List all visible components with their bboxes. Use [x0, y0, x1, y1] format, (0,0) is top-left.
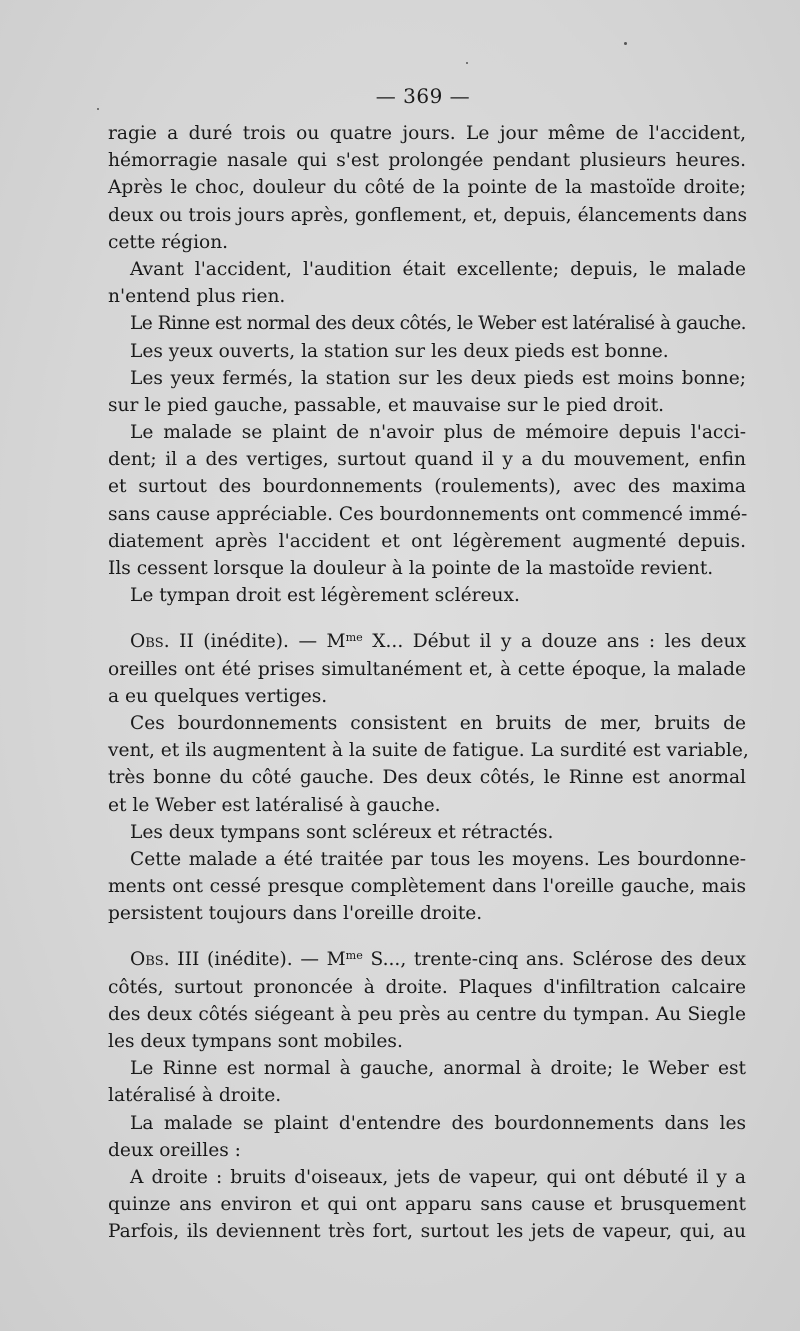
- page-number: — 369 —: [375, 84, 471, 108]
- text-line: Le Rinne est normal des deux côtés, le Weber est latéralisé à gauche.: [130, 313, 746, 335]
- observation-label: Obs. II: [130, 631, 194, 653]
- text-line: Le tympan droit est légèrement scléreux.: [130, 585, 520, 607]
- text-fragment: X... Début il y a douze ans : les deux: [362, 631, 747, 653]
- text-line: ments ont cessé presque complètement dans l'oreille gauche, mais: [108, 876, 746, 898]
- text-line: ragie a duré trois ou quatre jours. Le jour même de l'accident,: [108, 123, 746, 144]
- text-line: La malade se plaint d'entendre des bourdonnements dans les: [130, 1112, 746, 1134]
- text-line: côtés, surtout prononcée à droite. Plaques d'infiltration calcaire: [108, 976, 746, 998]
- text-fragment: S..., trente-cinq ans. Sclérose des deux: [362, 949, 747, 971]
- section-gap: [108, 609, 746, 628]
- text-line: latéralisé à droite.: [108, 1085, 282, 1107]
- observation-heading-line: [108, 628, 746, 655]
- text-line: a eu quelques vertiges.: [108, 685, 328, 707]
- text-line: sur le pied gauche, passable, et mauvaise sur le pied droit.: [108, 394, 665, 416]
- text-line: Les yeux ouverts, la station sur les deux pieds est bonne.: [130, 340, 669, 362]
- text-line: persistent toujours dans l'oreille droite.: [108, 903, 483, 925]
- text-line: très bonne du côté gauche. Des deux côtés, le Rinne est anormal: [108, 767, 746, 789]
- text-line: Ces bourdonnements consistent en bruits de mer, bruits de: [130, 712, 746, 734]
- text-line: n'entend plus rien.: [108, 286, 286, 308]
- text-line: Le Rinne est normal à gauche, anormal à droite; le Weber est: [130, 1058, 746, 1080]
- text-line: sans cause appréciable. Ces bourdonnements ont commencé immé-: [108, 503, 748, 525]
- print-speck: [97, 108, 99, 110]
- text-line: Avant l'accident, l'audition était excellente; depuis, le malade: [130, 258, 746, 280]
- superscript: me: [345, 949, 363, 963]
- observation-heading-line: [108, 946, 746, 973]
- text-fragment: (inédite). — M: [203, 631, 346, 653]
- page-body: [108, 120, 749, 1246]
- text-line: Le malade se plaint de n'avoir plus de mémoire depuis l'acci-: [130, 422, 746, 444]
- text-line: Les deux tympans sont scléreux et rétractés.: [130, 821, 554, 843]
- text-line: diatement après l'accident et ont légèrement augmenté depuis.: [108, 530, 746, 552]
- text-line: Cette malade a été traitée par tous les moyens. Les bourdonne-: [130, 848, 746, 870]
- superscript: me: [345, 631, 363, 645]
- text-line: A droite : bruits d'oiseaux, jets de vapeur, qui ont débuté il y a: [130, 1166, 746, 1188]
- text-line: et surtout des bourdonnements (roulements), avec des maxima: [108, 476, 746, 498]
- print-speck: [624, 42, 627, 45]
- text-line: oreilles ont été prises simultanément et, à cette époque, la malade: [108, 658, 746, 680]
- text-line: Après le choc, douleur du côté de la pointe de la mastoïde droite;: [108, 177, 746, 199]
- observation-label: Obs. III: [130, 949, 200, 971]
- text-line: cette région.: [108, 231, 229, 253]
- text-line: dent; il a des vertiges, surtout quand il y a du mouvement, enfin: [108, 449, 746, 471]
- section-gap: [108, 927, 746, 946]
- text-line: Les yeux fermés, la station sur les deux pieds est moins bonne;: [130, 367, 746, 389]
- text-line: deux oreilles :: [108, 1139, 241, 1161]
- text-line: des deux côtés siégeant à peu près au centre du tympan. Au Siegle: [108, 1003, 746, 1025]
- text-line: Parfois, ils deviennent très fort, surtout les jets de vapeur, qui, au: [108, 1221, 746, 1243]
- print-speck: [466, 62, 468, 64]
- text-line: les deux tympans sont mobiles.: [108, 1031, 403, 1052]
- text-line: Ils cessent lorsque la douleur à la pointe de la mastoïde revient.: [108, 558, 714, 579]
- text-fragment: (inédite). — M: [207, 949, 346, 971]
- text-line: hémorragie nasale qui s'est prolongée pendant plusieurs heures.: [108, 150, 746, 172]
- text-line: deux ou trois jours après, gonflement, et, depuis, élancements dans: [108, 204, 748, 226]
- text-line: vent, et ils augmentent à la suite de fatigue. La surdité est variable,: [108, 740, 749, 762]
- text-line: et le Weber est latéralisé à gauche.: [108, 794, 441, 816]
- text-line: quinze ans environ et qui ont apparu sans cause et brusquement: [108, 1194, 746, 1216]
